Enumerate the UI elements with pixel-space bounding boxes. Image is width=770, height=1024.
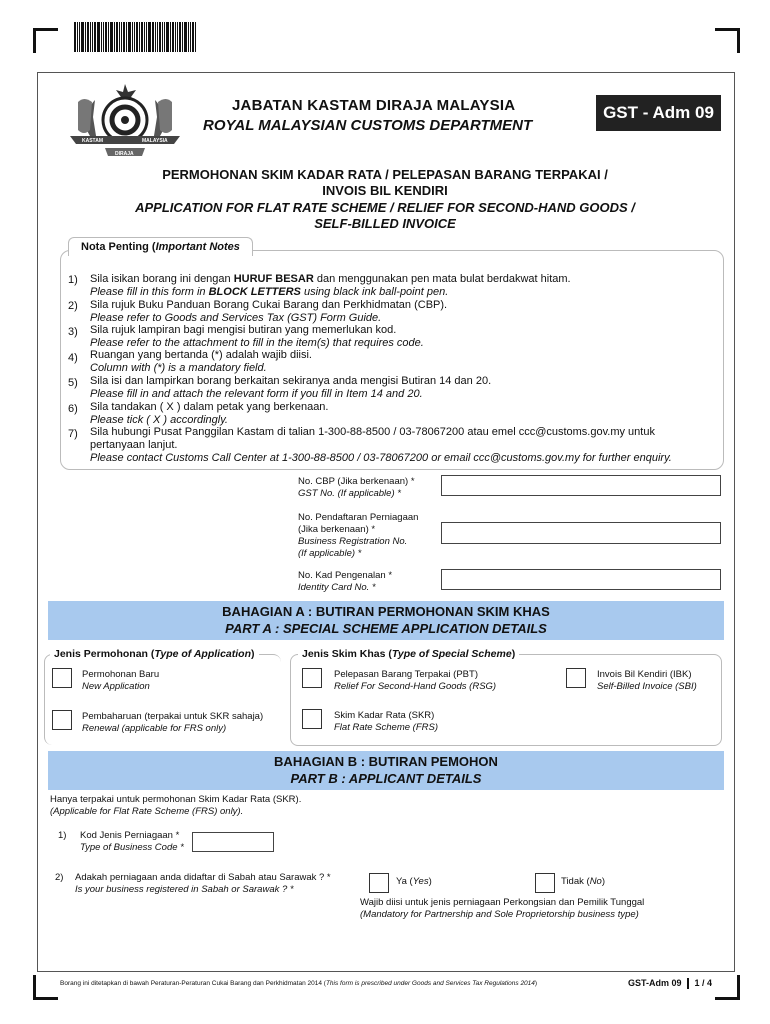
barcode-bar [152,22,154,52]
crop-mark-top-right [715,28,740,53]
barcode-bar [97,22,100,52]
barcode-bar [139,22,140,52]
barcode-bar [101,22,102,52]
form-title-en-2: SELF-BILLED INVOICE [314,216,456,231]
barcode-bar [85,22,86,52]
no-checkbox[interactable] [535,873,555,893]
special-scheme-title: Jenis Skim Khas (Type of Special Scheme) [298,648,519,660]
barcode-bar [77,22,78,52]
yes-label: Ya (Yes) [396,876,432,887]
part-b-header: BAHAGIAN B : BUTIRAN PEMOHON PART B : APPLICANT DETAILS [48,751,724,790]
important-notes-title: Nota Penting (Important Notes [68,237,253,256]
barcode-bar [90,22,91,52]
crop-mark-top-left [33,28,58,53]
barcode-bar [74,22,76,52]
logo-text-right: MALAYSIA [142,138,168,144]
relief-second-hand-checkbox[interactable] [302,668,322,688]
barcode-bar [94,22,96,52]
form-title-ms-1: PERMOHONAN SKIM KADAR RATA / PELEPASAN BARANG TERPAKAI / [162,167,608,182]
barcode [74,22,214,52]
new-application-label: Permohonan Baru New Application [82,669,160,692]
note-item: Sila isikan borang ini dengan HURUF BESAR dan menggunakan pen mata bulat berdakwat hitam. Please fill in this form in BLOCK LETTERS using black ink ball-point pen. [90,273,571,298]
barcode-bar [159,22,161,52]
relief-second-hand-label: Pelepasan Barang Terpakai (PBT) Relief For Second-Hand Goods (RSG) [334,669,497,692]
department-name-ms: JABATAN KASTAM DIRAJA MALAYSIA [232,97,516,114]
note-item: Ruangan yang bertanda (*) adalah wajib diisi. Column with (*) is a mandatory field. [90,349,312,374]
barcode-bar [170,22,171,52]
barcode-bar [114,22,115,52]
barcode-bar [121,22,122,52]
barcode-bar [126,22,127,52]
footer-form-code: GST-Adm 09 [628,978,682,988]
barcode-bar [172,22,174,52]
new-application-checkbox[interactable] [52,668,72,688]
barcode-bar [87,22,89,52]
mandatory-note: Wajib diisi untuk jenis perniagaan Perkongsian dan Pemilik Tunggal (Mandatory for Partnership and Sole Proprietorship business type) [360,897,645,920]
barcode-bar [162,22,163,52]
barcode-bar [105,22,107,52]
logo-text-left: KASTAM [82,138,104,144]
note-item: Sila rujuk Buku Panduan Borang Cukai Barang dan Perkhidmatan (CBP). Please refer to Goods and Services Tax (GST) Form Guide. [90,299,448,324]
barcode-bar [179,22,181,52]
note-number: 4) [68,352,78,364]
barcode-bar [119,22,120,52]
note-item: Sila tandakan ( X ) dalam petak yang berkenaan. Please tick ( X ) accordingly. [90,401,329,426]
barcode-bar [146,22,147,52]
note-item: Sila rujuk lampiran bagi mengisi butiran yang memerlukan kod. Please refer to the attachment to fill in the item(s) that requires code. [90,324,424,349]
barcode-bar [155,22,156,52]
barcode-bar [177,22,178,52]
gst-no-field[interactable] [441,475,721,496]
part-b-intro: Hanya terpakai untuk permohonan Skim Kadar Rata (SKR). (Applicable for Flat Rate Scheme (FRS) only). [50,794,302,817]
customs-crest-logo [60,80,190,162]
footer-regulation-text: Borang ini ditetapkan di bawah Peraturan-Peraturan Cukai Barang dan Perkhidmatan 2014 (This form is prescribed under Goods and Services Tax Regulations 2014) [60,980,538,987]
form-title-en-1: APPLICATION FOR FLAT RATE SCHEME / RELIEF FOR SECOND-HAND GOODS / [135,200,635,215]
barcode-bar [136,22,138,52]
footer-page-info [628,978,712,989]
self-billed-invoice-checkbox[interactable] [566,668,586,688]
barcode-bar [157,22,158,52]
flat-rate-scheme-checkbox[interactable] [302,709,322,729]
barcode-bar [128,22,131,52]
barcode-bar [195,22,196,52]
barcode-bar [184,22,187,52]
business-registration-label: No. Pendaftaran Perniagaan (Jika berkenaan) * Business Registration No. (If applicable) * [298,512,419,559]
barcode-bar [132,22,133,52]
identity-card-field[interactable] [441,569,721,590]
barcode-bar [148,22,151,52]
part-a-header: BAHAGIAN A : BUTIRAN PERMOHONAN SKIM KHAS PART A : SPECIAL SCHEME APPLICATION DETAILS [48,601,724,640]
note-number: 7) [68,428,78,440]
no-label: Tidak (No) [561,876,606,887]
barcode-bar [81,22,84,52]
barcode-bar [141,22,143,52]
barcode-bar [166,22,169,52]
barcode-bar [192,22,194,52]
form-code-badge: GST - Adm 09 [596,95,721,131]
renewal-checkbox[interactable] [52,710,72,730]
barcode-bar [108,22,109,52]
note-number: 2) [68,300,78,312]
gst-no-label: No. CBP (Jika berkenaan) * GST No. (If applicable) * [298,476,415,499]
barcode-bar [175,22,176,52]
note-number: 1) [68,274,78,286]
barcode-bar [144,22,145,52]
sabah-sarawak-question: Adakah perniagaan anda didaftar di Sabah atau Sarawak ? * Is your business registered in Sabah or Sarawak ? * [75,872,331,895]
barcode-bar [92,22,93,52]
yes-checkbox[interactable] [369,873,389,893]
note-number: 5) [68,377,78,389]
renewal-label: Pembaharuan (terpakai untuk SKR sahaja) Renewal (applicable for FRS only) [82,711,264,734]
business-type-code-field[interactable] [192,832,274,852]
barcode-bar [188,22,189,52]
barcode-bar [123,22,125,52]
form-title-ms-2: INVOIS BIL KENDIRI [322,183,448,198]
application-type-title: Jenis Permohonan (Type of Application) [50,648,259,660]
identity-card-label: No. Kad Pengenalan * Identity Card No. * [298,570,393,593]
barcode-bar [182,22,183,52]
note-number: 6) [68,403,78,415]
question-number: 1) [58,830,67,841]
barcode-bar [190,22,191,52]
barcode-bar [164,22,165,52]
barcode-bar [79,22,80,52]
crop-mark-bottom-right [715,975,740,1000]
note-item: Sila hubungi Pusat Panggilan Kastam di talian 1-300-88-8500 / 03-78067200 atau emel ccc@customs.gov.my untuk pertanyaan lanjut. Please contact Customs Call Center at 1-300-88-8500 / 03-78067200 or email ccc@customs.gov.my for further enquiry. [90,426,672,464]
barcode-bar [134,22,135,52]
barcode-bar [110,22,113,52]
business-registration-field[interactable] [441,522,721,544]
barcode-bar [116,22,118,52]
note-number: 3) [68,326,78,338]
logo-text-bottom: DIRAJA [115,151,134,157]
self-billed-invoice-label: Invois Bil Kendiri (IBK) Self-Billed Invoice (SBI) [597,669,697,692]
footer-page-number: 1 / 4 [694,978,713,988]
crop-mark-bottom-left [33,975,58,1000]
note-item: Sila isi dan lampirkan borang berkaitan sekiranya anda mengisi Butiran 14 dan 20. Please fill in and attach the relevant form if you fill in Item 14 and 20. [90,375,492,400]
question-number: 2) [55,872,64,883]
department-name-en: ROYAL MALAYSIAN CUSTOMS DEPARTMENT [203,117,533,134]
business-type-code-label: Kod Jenis Perniagaan * Type of Business Code * [80,830,184,853]
flat-rate-scheme-label: Skim Kadar Rata (SKR) Flat Rate Scheme (FRS) [334,710,438,733]
barcode-bar [103,22,104,52]
